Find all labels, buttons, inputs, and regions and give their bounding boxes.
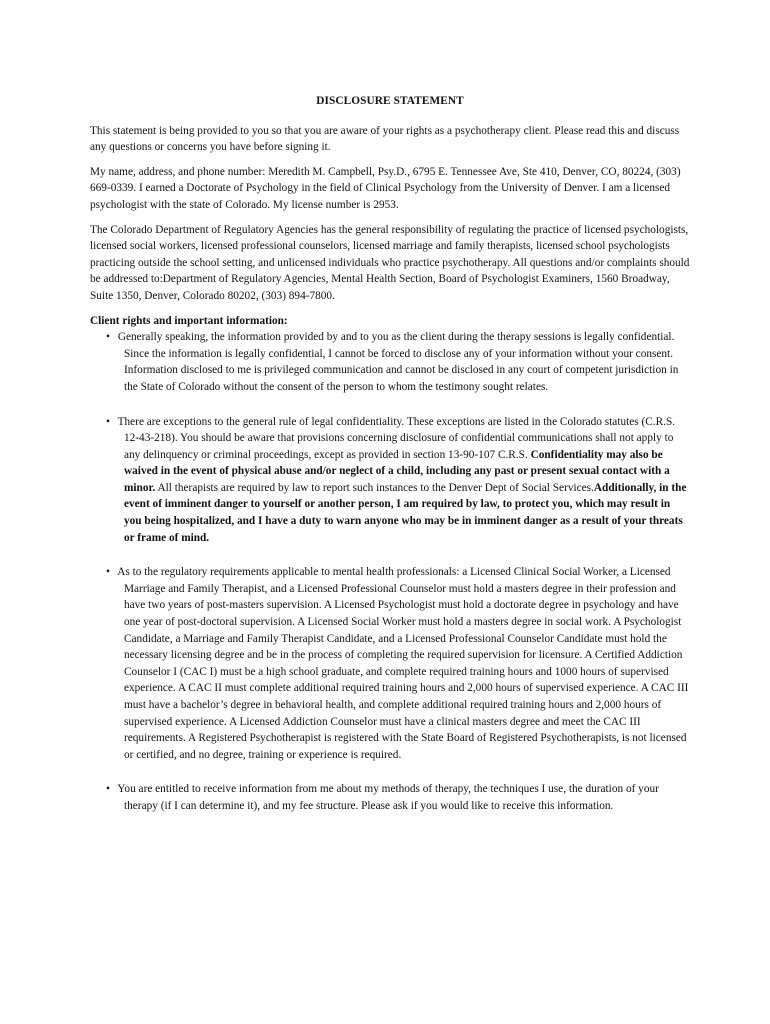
document-body [90, 93, 690, 833]
bullet-text: You are entitled to receive information from me about my methods of therapy, the techniques I use, the duration of your therapy (if I can determine it), and my fee structure. Please ask if you would like to receive this information. [117, 783, 659, 812]
intro-paragraph: This statement is being provided to you so that you are aware of your rights as a psychotherapy client. Please read this and discuss any questions or concerns you have before signing it. [90, 124, 680, 154]
regulatory-paragraph: The Colorado Department of Regulatory Agencies has the general responsibility of regulating the practice of licensed psychologists, licensed social workers, licensed professional counselors, licensed marriage and family therapists, licensed school psychologists practicing outside the school setting, and unlicensed individuals who practice psychotherapy. All questions and/or complaints should be addressed to:Department of Regulatory Agencies, Mental Health Section, Board of Psychologist Examiners, 1560 Broadway, Suite 1350, Denver, Colorado 80202, (303) 894-7800. [90, 223, 690, 302]
bullet-icon: • [106, 331, 110, 344]
list-item-exceptions [90, 414, 690, 547]
bullet-text: All therapists are required by law to report such instances to the Denver Dept of Social Services. [155, 481, 594, 494]
contact-paragraph: My name, address, and phone number: Meredith M. Campbell, Psy.D., 6795 E. Tennessee Ave, Ste 410, Denver, CO, 80224, (303) 669-0339. I earned a Doctorate of Psychology in the field of Clinical Psychology from the University of Denver. I am a licensed psychologist with the state of Colorado. My license number is 2953. [90, 165, 681, 211]
bullet-text: As to the regulatory requirements applicable to mental health professionals: a Licensed Clinical Social Worker, a Licensed Marriage and Family Therapist, and a Licensed Professional Counselor must hold a masters degree in their profession and have two years of post-masters supervision. A Licensed Psychologist must hold a doctorate degree in psychology and have one year of post-doctoral supervision. A Licensed Social Worker must hold a masters degree in social work. A Psychologist Candidate, a Marriage and Family Therapist Candidate, and a Licensed Professional Counselor Candidate must hold the necessary licensing degree and be in the process of completing the required supervision for licensure. A Certified Addiction Counselor I (CAC I) must be a high school graduate, and complete required training hours and 1000 hours of supervised experience. A CAC II must complete additional required training hours and 2,000 hours of supervised experience. A CAC III must have a bachelor’s degree in behavioral health, and complete additional required training hours and 2,000 hours of supervised experience. A Licensed Addiction Counselor must have a clinical masters degree and meet the CAC III requirements. A Registered Psychotherapist is registered with the State Board of Registered Psychotherapists, is not licensed or certified, and no degree, training or experience is required. [117, 566, 689, 761]
list-item-regulatory-requirements [90, 564, 690, 763]
bullet-text: There are exceptions to the general rule of legal confidentiality. These exceptions are listed in the Colorado statutes (C.R.S. 12-43-218). You should be aware that provisions concerning disclosure of confidential communications shall not apply to any delinquency or criminal proceedings, except as provided in section 13-90-107 C.R.S. [117, 415, 676, 461]
bullet-text: Generally speaking, the information provided by and to you as the client during the therapy sessions is legally confidential. Since the information is legally confidential, I cannot be forced to disclose any of your information without your consent. Information disclosed to me is privileged communication and cannot be disclosed in any court of competent jurisdiction in the State of Colorado without the consent of the person to whom the testimony sought relates. [117, 331, 679, 393]
rights-heading: Client rights and important information: [90, 314, 288, 327]
list-item-confidentiality [90, 329, 690, 395]
bullet-bold-text: Additionally, in the event of imminent danger to yourself or another person, I am required by law, to protect you, which may result in you being hospitalized, and I have a duty to warn anyone who may be in imminent danger as a result of your threats or frame of mind. [124, 481, 687, 544]
document-title: DISCLOSURE STATEMENT [316, 95, 464, 107]
list-item-therapy-information [90, 781, 690, 814]
bullet-icon: • [106, 783, 110, 796]
bullet-icon: • [106, 566, 110, 579]
bullet-icon: • [106, 415, 110, 428]
rights-list [90, 329, 690, 814]
bullet-bold-text: Confidentiality may also be waived in the event of physical abuse and/or neglect of a child, including any past or present sexual contact with a minor. [124, 448, 670, 494]
